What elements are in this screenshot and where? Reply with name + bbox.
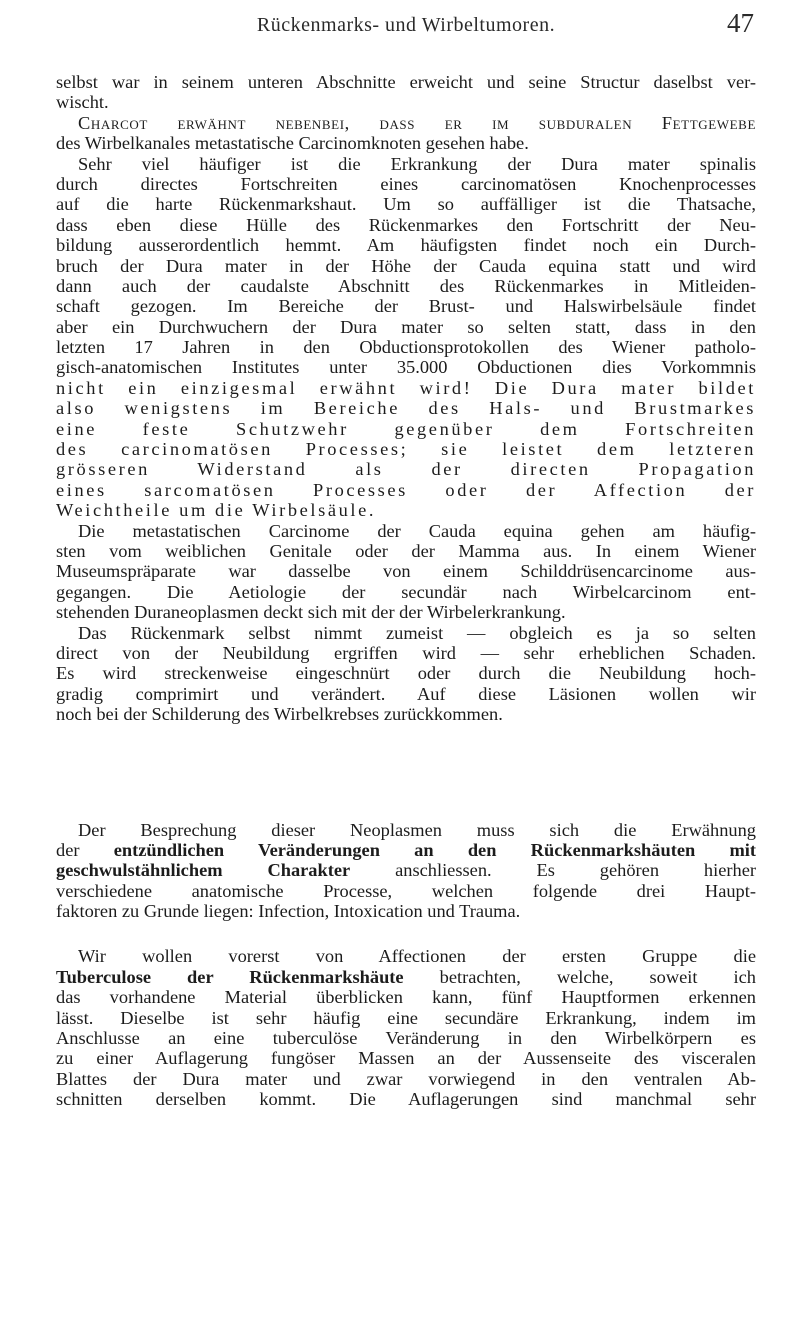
text-line: auf die harte Rückenmarkshaut. Um so auffälliger ist die Thatsache,: [56, 194, 756, 215]
text-line: sten vom weiblichen Genitale oder der Mamma aus. In einem Wiener: [56, 540, 756, 561]
text-line-mixed: [56, 967, 756, 987]
bold-term: entzündlichen Veränderungen an den Rückenmarkshäuten mit: [113, 839, 756, 860]
text-line: dass eben diese Hülle des Rückenmarkes den Fortschritt der Neu-: [56, 214, 756, 235]
text-line: dann auch der caudalste Abschnitt des Rückenmarkes in Mitleiden-: [56, 275, 756, 296]
body-text: [56, 72, 756, 1110]
plain-run: der: [56, 839, 80, 860]
section-gap: [56, 725, 756, 820]
text-line-emphasis: Weichtheile um die Wirbelsäule.: [56, 500, 377, 521]
text-line: stehenden Duraneoplasmen deckt sich mit der der Wirbelerkrankung.: [56, 602, 566, 623]
page-number: 47: [727, 8, 754, 38]
page-header: [56, 8, 756, 52]
bold-term: geschwulstähnlichem Charakter: [56, 860, 351, 881]
text-line-emphasis: des carcinomatösen Processes; sie leistet dem letzteren: [56, 439, 756, 460]
text-line: Charcot erwähnt nebenbei, dass er im subduralen Fettgewebe: [78, 112, 756, 133]
text-line-emphasis: eine feste Schutzwehr gegenüber dem Fortschreiten: [56, 418, 756, 439]
text-line: bruch der Dura mater in der Höhe der Cauda equina statt und wird: [56, 255, 756, 276]
plain-run: anschliessen. Es gehören hierher: [395, 860, 756, 881]
text-line: letzten 17 Jahren in den Obductionsprotokollen des Wiener patholo-: [56, 337, 756, 358]
text-line-emphasis: nicht ein einzigesmal erwähnt wird! Die Dura mater bildet: [56, 377, 756, 398]
text-line: faktoren zu Grunde liegen: Infection, Intoxication und Trauma.: [56, 901, 521, 922]
text-line: Sehr viel häufiger ist die Erkrankung der Dura mater spinalis: [78, 153, 756, 174]
text-line-emphasis: also wenigstens im Bereiche des Hals- und Brustmarkes: [56, 398, 756, 419]
text-line: aber ein Durchwuchern der Dura mater so selten statt, dass in den: [56, 316, 756, 337]
text-line: schaft gezogen. Im Bereiche der Brust- und Halswirbelsäule findet: [56, 296, 756, 317]
text-line: Es wird streckenweise eingeschnürt oder durch die Neubildung hoch-: [56, 663, 756, 684]
text-line-mixed: [56, 860, 756, 880]
text-line: bildung ausserordentlich hemmt. Am häufigsten findet noch ein Durch-: [56, 235, 756, 256]
text-line: direct von der Neubildung ergriffen wird — sehr erheblichen Schaden.: [56, 642, 756, 663]
plain-run: betrachten, welche, soweit ich: [439, 966, 756, 987]
text-line: noch bei der Schilderung des Wirbelkrebses zurückkommen.: [56, 704, 503, 725]
text-line: Das Rückenmark selbst nimmt zumeist — obgleich es ja so selten: [78, 622, 756, 643]
text-line: Die metastatischen Carcinome der Cauda equina gehen am häufig-: [78, 520, 756, 541]
text-line: des Wirbelkanales metastatische Carcinomknoten gesehen habe.: [56, 133, 529, 154]
text-line: Der Besprechung dieser Neoplasmen muss sich die Erwähnung: [78, 819, 756, 840]
text-line-mixed: [56, 840, 756, 860]
text-line: lässt. Dieselbe ist sehr häufig eine secundäre Erkrankung, indem im: [56, 1007, 756, 1028]
text-line-emphasis: grösseren Widerstand als der directen Propagation: [56, 459, 756, 480]
text-line: wischt.: [56, 92, 109, 113]
text-line: gisch-anatomischen Institutes unter 35.000 Obductionen dies Vorkommnis: [56, 357, 756, 378]
text-line: gegangen. Die Aetiologie der secundär nach Wirbelcarcinom ent-: [56, 581, 756, 602]
text-line: das vorhandene Material überblicken kann, fünf Hauptformen erkennen: [56, 987, 756, 1008]
text-line: selbst war in seinem unteren Abschnitte erweicht und seine Structur daselbst ver-: [56, 72, 756, 92]
running-title: Rückenmarks- und Wirbeltumoren.: [256, 14, 556, 36]
section-gap: [56, 921, 756, 946]
text-line: Museumspräparate war dasselbe von einem Schilddrüsencarcinome aus-: [56, 561, 756, 582]
text-line: Blattes der Dura mater und zwar vorwiegend in den ventralen Ab-: [56, 1068, 756, 1089]
text-line: schnitten derselben kommt. Die Auflagerungen sind manchmal sehr: [56, 1089, 756, 1110]
text-line: durch directes Fortschreiten eines carcinomatösen Knochenprocesses: [56, 173, 756, 194]
text-line: gradig comprimirt und verändert. Auf diese Läsionen wollen wir: [56, 683, 756, 704]
text-line-emphasis: eines sarcomatösen Processes oder der Affection der: [56, 479, 756, 500]
text-line: Anschlusse an eine tuberculöse Veränderung in den Wirbelkörpern es: [56, 1028, 756, 1049]
text-line: verschiedene anatomische Processe, welchen folgende drei Haupt-: [56, 880, 756, 901]
bold-term: Tuberculose der Rückenmarkshäute: [56, 966, 404, 987]
text-line: Wir wollen vorerst von Affectionen der ersten Gruppe die: [78, 946, 756, 967]
text-line: zu einer Auflagerung fungöser Massen an der Aussenseite des visceralen: [56, 1048, 756, 1069]
